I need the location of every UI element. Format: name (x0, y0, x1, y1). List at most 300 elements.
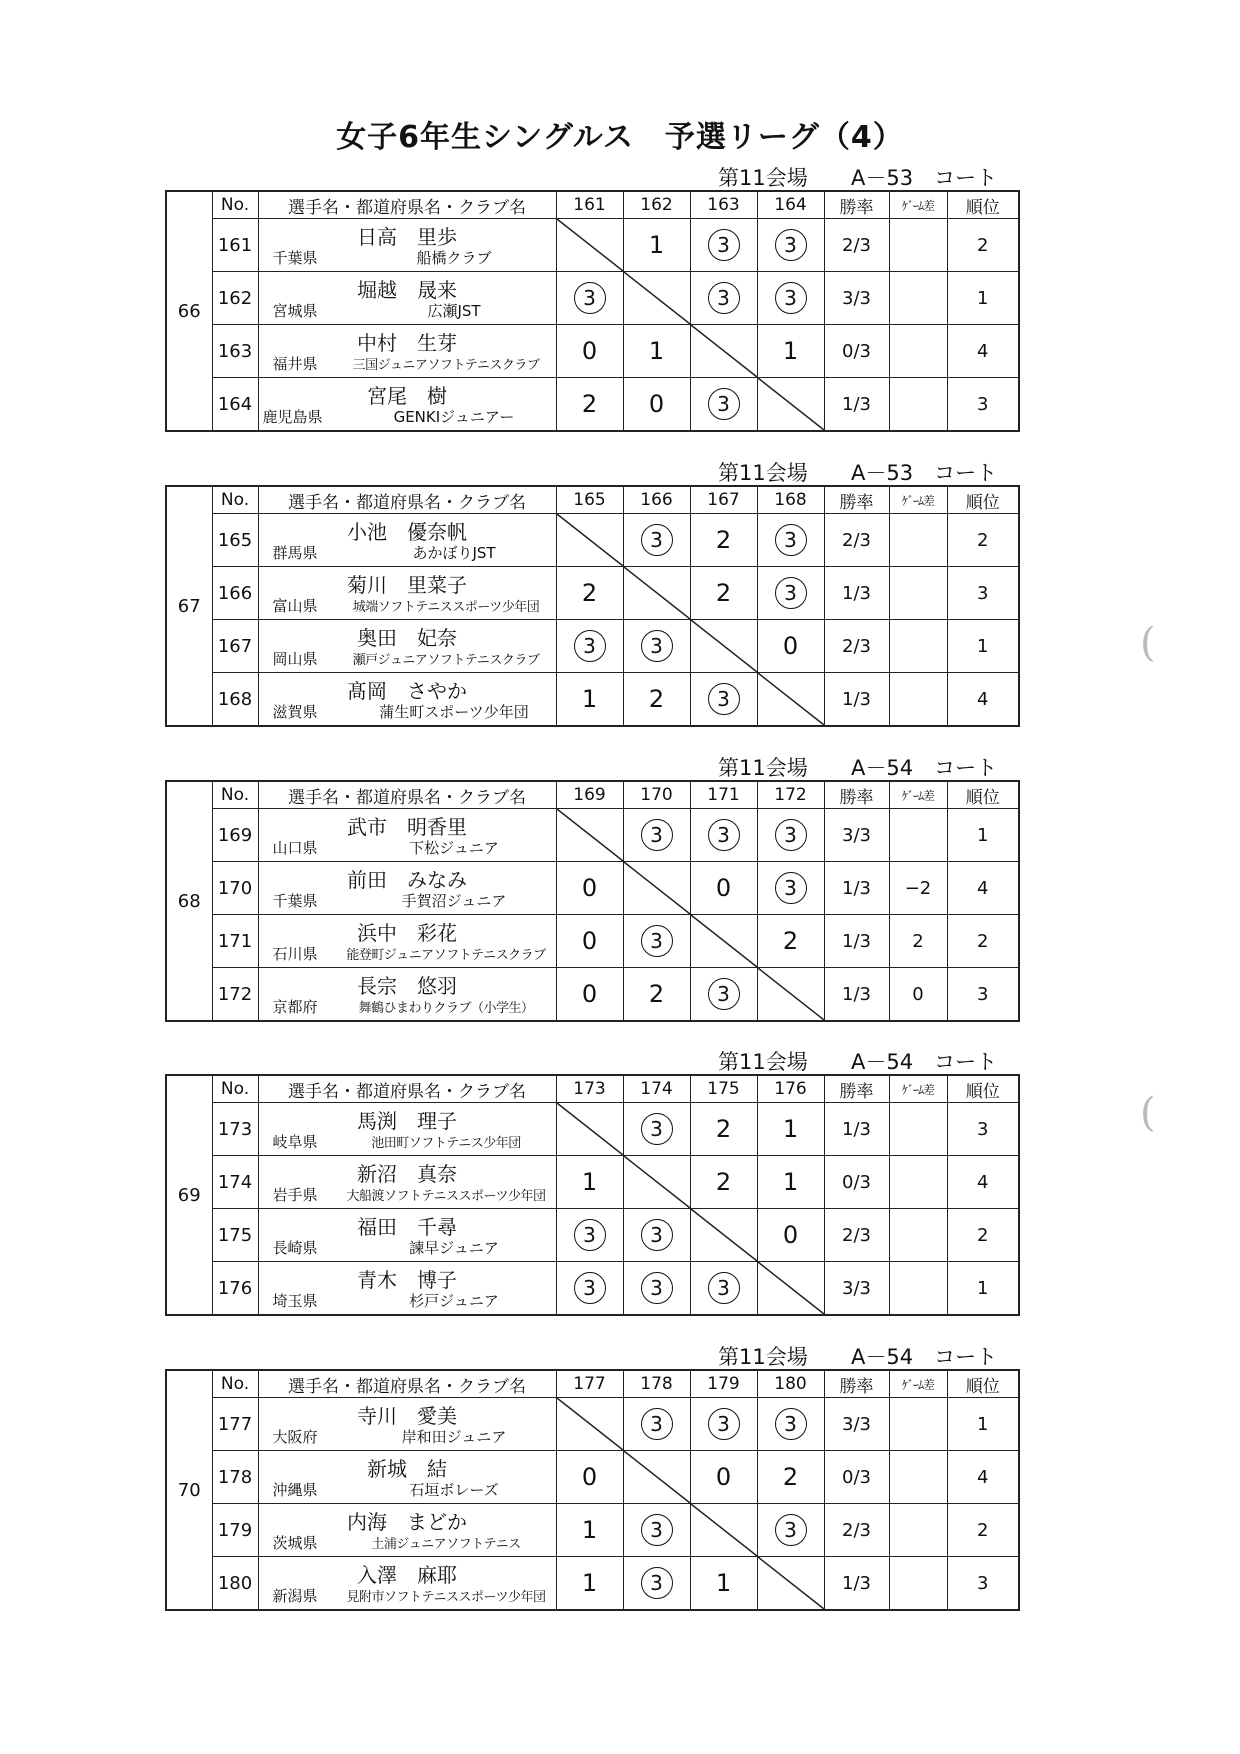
player-number: 180 (212, 1557, 258, 1611)
table-row (166, 915, 1019, 968)
player-name: 浜中 彩花 (357, 921, 457, 945)
player-club: あかぼりJST (412, 544, 496, 562)
match-score-cell (690, 567, 757, 620)
player-prefecture: 滋賀県 (272, 703, 318, 721)
win-score: 3 (775, 524, 807, 556)
win-score: 3 (775, 819, 807, 851)
match-score-cell (556, 1209, 623, 1262)
rank: 4 (947, 1156, 1019, 1209)
player-prefecture: 鹿児島県 (262, 408, 323, 426)
header-opponent: 174 (623, 1075, 690, 1103)
win-score: 3 (641, 630, 673, 662)
win-score: 3 (708, 683, 740, 715)
player-name: 武市 明香里 (347, 815, 467, 839)
win-rate: 0/3 (824, 1451, 889, 1504)
win-score: 3 (574, 282, 606, 314)
player-name: 髙岡 さやか (347, 679, 467, 703)
player-name: 入澤 麻耶 (357, 1563, 457, 1587)
match-score: 0 (648, 390, 665, 418)
player-number: 170 (212, 862, 258, 915)
player-number: 175 (212, 1209, 258, 1262)
player-club: 瀬戸ジュニアソフトテニスクラブ (352, 653, 540, 668)
rank: 3 (947, 968, 1019, 1022)
match-score: 1 (581, 1168, 598, 1196)
game-diff: 0 (889, 968, 947, 1022)
player-club: 土浦ジュニアソフトテニス (371, 1537, 521, 1552)
diagonal-line (758, 1557, 824, 1609)
header-rate: 勝率 (824, 191, 889, 219)
self-match-cell (623, 1451, 690, 1504)
header-opponent: 176 (757, 1075, 824, 1103)
header-opponent: 173 (556, 1075, 623, 1103)
table-header-row (166, 1370, 1019, 1398)
player-cell (258, 325, 556, 378)
rank: 1 (947, 809, 1019, 862)
self-match-cell (623, 272, 690, 325)
header-opponent: 172 (757, 781, 824, 809)
player-cell (258, 968, 556, 1022)
self-match-cell (556, 1103, 623, 1156)
match-score-cell (757, 219, 824, 272)
self-match-cell (623, 1156, 690, 1209)
header-player: 選手名・都道府県名・クラブ名 (258, 486, 556, 514)
header-opponent: 180 (757, 1370, 824, 1398)
win-score: 3 (708, 388, 740, 420)
match-score: 0 (581, 980, 598, 1008)
game-diff (889, 1398, 947, 1451)
rank: 4 (947, 1451, 1019, 1504)
match-score: 1 (581, 1569, 598, 1597)
match-score-cell (757, 1398, 824, 1451)
group-number: 67 (166, 486, 212, 726)
court-label: A－54 コート (851, 1345, 998, 1369)
win-score: 3 (641, 1113, 673, 1145)
player-name: 青木 博子 (357, 1268, 457, 1292)
match-score: 0 (715, 874, 732, 902)
match-score: 2 (581, 579, 598, 607)
match-score-cell (690, 514, 757, 567)
rank: 4 (947, 325, 1019, 378)
match-score-cell (556, 968, 623, 1022)
diagonal-line (624, 1156, 690, 1208)
match-score-cell (556, 1451, 623, 1504)
rank: 4 (947, 862, 1019, 915)
diagonal-line (691, 325, 757, 377)
win-rate: 2/3 (824, 1209, 889, 1262)
court-label: A－53 コート (851, 166, 998, 190)
table-header-row (166, 781, 1019, 809)
player-name: 奥田 妃奈 (357, 626, 457, 650)
win-score: 3 (641, 1514, 673, 1546)
match-score-cell (690, 1103, 757, 1156)
win-score: 3 (775, 577, 807, 609)
win-rate: 1/3 (824, 673, 889, 727)
table-header-row (166, 191, 1019, 219)
player-number: 162 (212, 272, 258, 325)
player-cell (258, 1156, 556, 1209)
player-club: 三国ジュニアソフトテニスクラブ (352, 358, 540, 373)
court-label: A－53 コート (851, 461, 998, 485)
player-prefecture: 千葉県 (272, 249, 318, 267)
rank: 2 (947, 1504, 1019, 1557)
header-rank: 順位 (947, 781, 1019, 809)
player-club: 船橋クラブ (416, 249, 492, 267)
win-score: 3 (708, 978, 740, 1010)
header-player: 選手名・都道府県名・クラブ名 (258, 1075, 556, 1103)
group-number: 69 (166, 1075, 212, 1315)
game-diff (889, 1504, 947, 1557)
player-prefecture: 大阪府 (272, 1428, 318, 1446)
rank: 3 (947, 1557, 1019, 1611)
diagonal-line (691, 915, 757, 967)
win-score: 3 (708, 819, 740, 851)
table-row (166, 1451, 1019, 1504)
player-number: 172 (212, 968, 258, 1022)
win-rate: 3/3 (824, 1398, 889, 1451)
win-rate: 1/3 (824, 1557, 889, 1611)
self-match-cell (690, 1209, 757, 1262)
player-club: 蒲生町スポーツ少年団 (379, 703, 529, 721)
win-rate: 1/3 (824, 567, 889, 620)
player-name: 宮尾 樹 (367, 384, 447, 408)
header-rank: 順位 (947, 486, 1019, 514)
player-club: GENKIジュニアー (393, 408, 515, 426)
player-number: 169 (212, 809, 258, 862)
self-match-cell (757, 1262, 824, 1316)
league-table (165, 190, 1020, 432)
table-row (166, 1103, 1019, 1156)
venue-court-label (718, 750, 1018, 780)
player-prefecture: 岡山県 (272, 650, 318, 668)
venue-label: 第11会場 (718, 166, 808, 190)
match-score: 0 (782, 632, 799, 660)
header-opponent: 169 (556, 781, 623, 809)
header-rate: 勝率 (824, 1370, 889, 1398)
diagonal-line (758, 1262, 824, 1314)
table-row (166, 968, 1019, 1022)
player-prefecture: 岐阜県 (272, 1133, 318, 1151)
match-score-cell (757, 915, 824, 968)
win-score: 3 (641, 925, 673, 957)
player-club: 岸和田ジュニア (401, 1428, 507, 1446)
match-score: 0 (782, 1221, 799, 1249)
venue-court-label (718, 1339, 1018, 1369)
player-cell (258, 915, 556, 968)
player-cell (258, 567, 556, 620)
match-score-cell (556, 567, 623, 620)
player-cell (258, 809, 556, 862)
win-score: 3 (641, 819, 673, 851)
game-diff (889, 1209, 947, 1262)
match-score-cell (690, 1451, 757, 1504)
game-diff (889, 620, 947, 673)
win-score: 3 (708, 1408, 740, 1440)
header-no: No. (212, 781, 258, 809)
player-club: 下松ジュニア (409, 839, 499, 857)
win-rate: 2/3 (824, 620, 889, 673)
win-score: 3 (641, 1408, 673, 1440)
group-number: 70 (166, 1370, 212, 1610)
player-number: 166 (212, 567, 258, 620)
player-prefecture: 岩手県 (272, 1186, 318, 1204)
player-cell (258, 272, 556, 325)
match-score-cell (757, 809, 824, 862)
player-prefecture: 埼玉県 (272, 1292, 318, 1310)
player-number: 161 (212, 219, 258, 272)
rank: 2 (947, 915, 1019, 968)
player-prefecture: 茨城県 (272, 1534, 318, 1552)
win-score: 3 (775, 1514, 807, 1546)
match-score-cell (690, 378, 757, 432)
venue-label: 第11会場 (718, 1050, 808, 1074)
match-score: 0 (715, 1463, 732, 1491)
match-score-cell (623, 1262, 690, 1316)
player-cell (258, 378, 556, 432)
rank: 3 (947, 567, 1019, 620)
match-score: 1 (581, 685, 598, 713)
player-club: 諫早ジュニア (409, 1239, 499, 1257)
match-score-cell (757, 1156, 824, 1209)
diagonal-line (758, 673, 824, 725)
player-prefecture: 千葉県 (272, 892, 318, 910)
match-score-cell (757, 620, 824, 673)
match-score-cell (623, 968, 690, 1022)
table-row (166, 862, 1019, 915)
win-score: 3 (775, 1408, 807, 1440)
header-opponent: 162 (623, 191, 690, 219)
table-row (166, 272, 1019, 325)
player-club: 池田町ソフトテニス少年団 (371, 1136, 521, 1151)
win-score: 3 (574, 1272, 606, 1304)
match-score-cell (690, 1156, 757, 1209)
player-cell (258, 514, 556, 567)
win-rate: 1/3 (824, 862, 889, 915)
self-match-cell (690, 915, 757, 968)
match-score-cell (556, 378, 623, 432)
match-score-cell (690, 809, 757, 862)
header-opponent: 170 (623, 781, 690, 809)
punch-hole-mark: ( (1140, 620, 1156, 666)
match-score-cell (623, 1209, 690, 1262)
player-number: 171 (212, 915, 258, 968)
game-diff: −2 (889, 862, 947, 915)
player-cell (258, 1557, 556, 1611)
match-score-cell (690, 1262, 757, 1316)
win-score: 3 (641, 1272, 673, 1304)
match-score-cell (623, 378, 690, 432)
player-name: 堀越 晟来 (357, 278, 457, 302)
header-rank: 順位 (947, 191, 1019, 219)
rank: 2 (947, 514, 1019, 567)
match-score: 0 (581, 337, 598, 365)
diagonal-line (758, 378, 824, 430)
player-number: 167 (212, 620, 258, 673)
header-player: 選手名・都道府県名・クラブ名 (258, 191, 556, 219)
self-match-cell (556, 1398, 623, 1451)
header-player: 選手名・都道府県名・クラブ名 (258, 781, 556, 809)
player-cell (258, 1398, 556, 1451)
match-score: 1 (581, 1516, 598, 1544)
court-label: A－54 コート (851, 1050, 998, 1074)
match-score-cell (556, 1262, 623, 1316)
match-score-cell (556, 620, 623, 673)
court-label: A－54 コート (851, 756, 998, 780)
win-score: 3 (574, 630, 606, 662)
player-number: 179 (212, 1504, 258, 1557)
player-cell (258, 1451, 556, 1504)
game-diff: 2 (889, 915, 947, 968)
player-cell (258, 1504, 556, 1557)
player-number: 176 (212, 1262, 258, 1316)
diagonal-line (691, 620, 757, 672)
header-rank: 順位 (947, 1370, 1019, 1398)
win-rate: 1/3 (824, 915, 889, 968)
player-cell (258, 673, 556, 727)
player-name: 小池 優奈帆 (347, 520, 467, 544)
player-club: 杉戸ジュニア (409, 1292, 499, 1310)
win-score: 3 (775, 229, 807, 261)
match-score: 1 (782, 1168, 799, 1196)
rank: 2 (947, 219, 1019, 272)
header-no: No. (212, 486, 258, 514)
header-game-diff: ｹﾞｰﾑ差 (889, 486, 947, 514)
self-match-cell (757, 1557, 824, 1611)
win-rate: 3/3 (824, 809, 889, 862)
match-score-cell (757, 1451, 824, 1504)
header-no: No. (212, 1075, 258, 1103)
header-no: No. (212, 1370, 258, 1398)
win-rate: 3/3 (824, 272, 889, 325)
header-opponent: 178 (623, 1370, 690, 1398)
player-cell (258, 1262, 556, 1316)
table-header-row (166, 486, 1019, 514)
match-score-cell (757, 567, 824, 620)
match-score: 1 (782, 337, 799, 365)
diagonal-line (557, 514, 623, 566)
match-score-cell (623, 673, 690, 727)
player-name: 新沼 真奈 (357, 1162, 457, 1186)
table-row (166, 1156, 1019, 1209)
header-rate: 勝率 (824, 486, 889, 514)
game-diff (889, 567, 947, 620)
table-row (166, 1209, 1019, 1262)
win-rate: 0/3 (824, 325, 889, 378)
match-score-cell (556, 1504, 623, 1557)
win-score: 3 (775, 282, 807, 314)
match-score: 1 (782, 1115, 799, 1143)
player-prefecture: 長崎県 (272, 1239, 318, 1257)
rank: 4 (947, 673, 1019, 727)
match-score-cell (623, 219, 690, 272)
table-row (166, 620, 1019, 673)
table-row (166, 567, 1019, 620)
header-game-diff: ｹﾞｰﾑ差 (889, 781, 947, 809)
player-prefecture: 京都府 (272, 998, 318, 1016)
player-cell (258, 862, 556, 915)
rank: 3 (947, 378, 1019, 432)
game-diff (889, 1451, 947, 1504)
player-name: 新城 結 (367, 1457, 447, 1481)
header-game-diff: ｹﾞｰﾑ差 (889, 1075, 947, 1103)
venue-label: 第11会場 (718, 461, 808, 485)
diagonal-line (758, 968, 824, 1020)
match-score: 1 (648, 337, 665, 365)
game-diff (889, 809, 947, 862)
player-name: 福田 千尋 (357, 1215, 457, 1239)
header-no: No. (212, 191, 258, 219)
player-cell (258, 1103, 556, 1156)
player-number: 174 (212, 1156, 258, 1209)
match-score: 2 (581, 390, 598, 418)
diagonal-line (624, 272, 690, 324)
self-match-cell (556, 219, 623, 272)
header-game-diff: ｹﾞｰﾑ差 (889, 1370, 947, 1398)
game-diff (889, 1156, 947, 1209)
player-prefecture: 山口県 (272, 839, 318, 857)
match-score-cell (757, 325, 824, 378)
rank: 3 (947, 1103, 1019, 1156)
match-score-cell (757, 1103, 824, 1156)
game-diff (889, 272, 947, 325)
player-prefecture: 宮城県 (272, 302, 318, 320)
match-score-cell (690, 1398, 757, 1451)
win-score: 3 (641, 524, 673, 556)
game-diff (889, 1557, 947, 1611)
match-score-cell (690, 862, 757, 915)
match-score: 0 (581, 1463, 598, 1491)
table-row (166, 673, 1019, 727)
header-rate: 勝率 (824, 1075, 889, 1103)
win-score: 3 (574, 1219, 606, 1251)
match-score-cell (757, 272, 824, 325)
venue-court-label (718, 1044, 1018, 1074)
match-score-cell (623, 915, 690, 968)
diagonal-line (557, 219, 623, 271)
table-row (166, 1262, 1019, 1316)
player-name: 中村 生芽 (357, 331, 457, 355)
match-score-cell (556, 1557, 623, 1611)
match-score-cell (757, 514, 824, 567)
win-rate: 2/3 (824, 219, 889, 272)
match-score-cell (690, 968, 757, 1022)
match-score: 1 (715, 1569, 732, 1597)
header-rate: 勝率 (824, 781, 889, 809)
match-score: 0 (581, 874, 598, 902)
game-diff (889, 1103, 947, 1156)
player-name: 馬渕 理子 (357, 1109, 457, 1133)
win-score: 3 (641, 1567, 673, 1599)
table-header-row (166, 1075, 1019, 1103)
rank: 1 (947, 1398, 1019, 1451)
table-row (166, 378, 1019, 432)
match-score-cell (623, 1398, 690, 1451)
player-cell (258, 219, 556, 272)
win-rate: 1/3 (824, 968, 889, 1022)
win-rate: 2/3 (824, 514, 889, 567)
player-club: 広瀬JST (427, 302, 481, 320)
rank: 1 (947, 1262, 1019, 1316)
header-opponent: 171 (690, 781, 757, 809)
match-score-cell (623, 514, 690, 567)
self-match-cell (757, 378, 824, 432)
win-rate: 0/3 (824, 1156, 889, 1209)
header-opponent: 177 (556, 1370, 623, 1398)
player-prefecture: 新潟県 (272, 1587, 318, 1605)
diagonal-line (557, 809, 623, 861)
win-score: 3 (641, 1219, 673, 1251)
venue-court-label (718, 455, 1018, 485)
player-number: 178 (212, 1451, 258, 1504)
